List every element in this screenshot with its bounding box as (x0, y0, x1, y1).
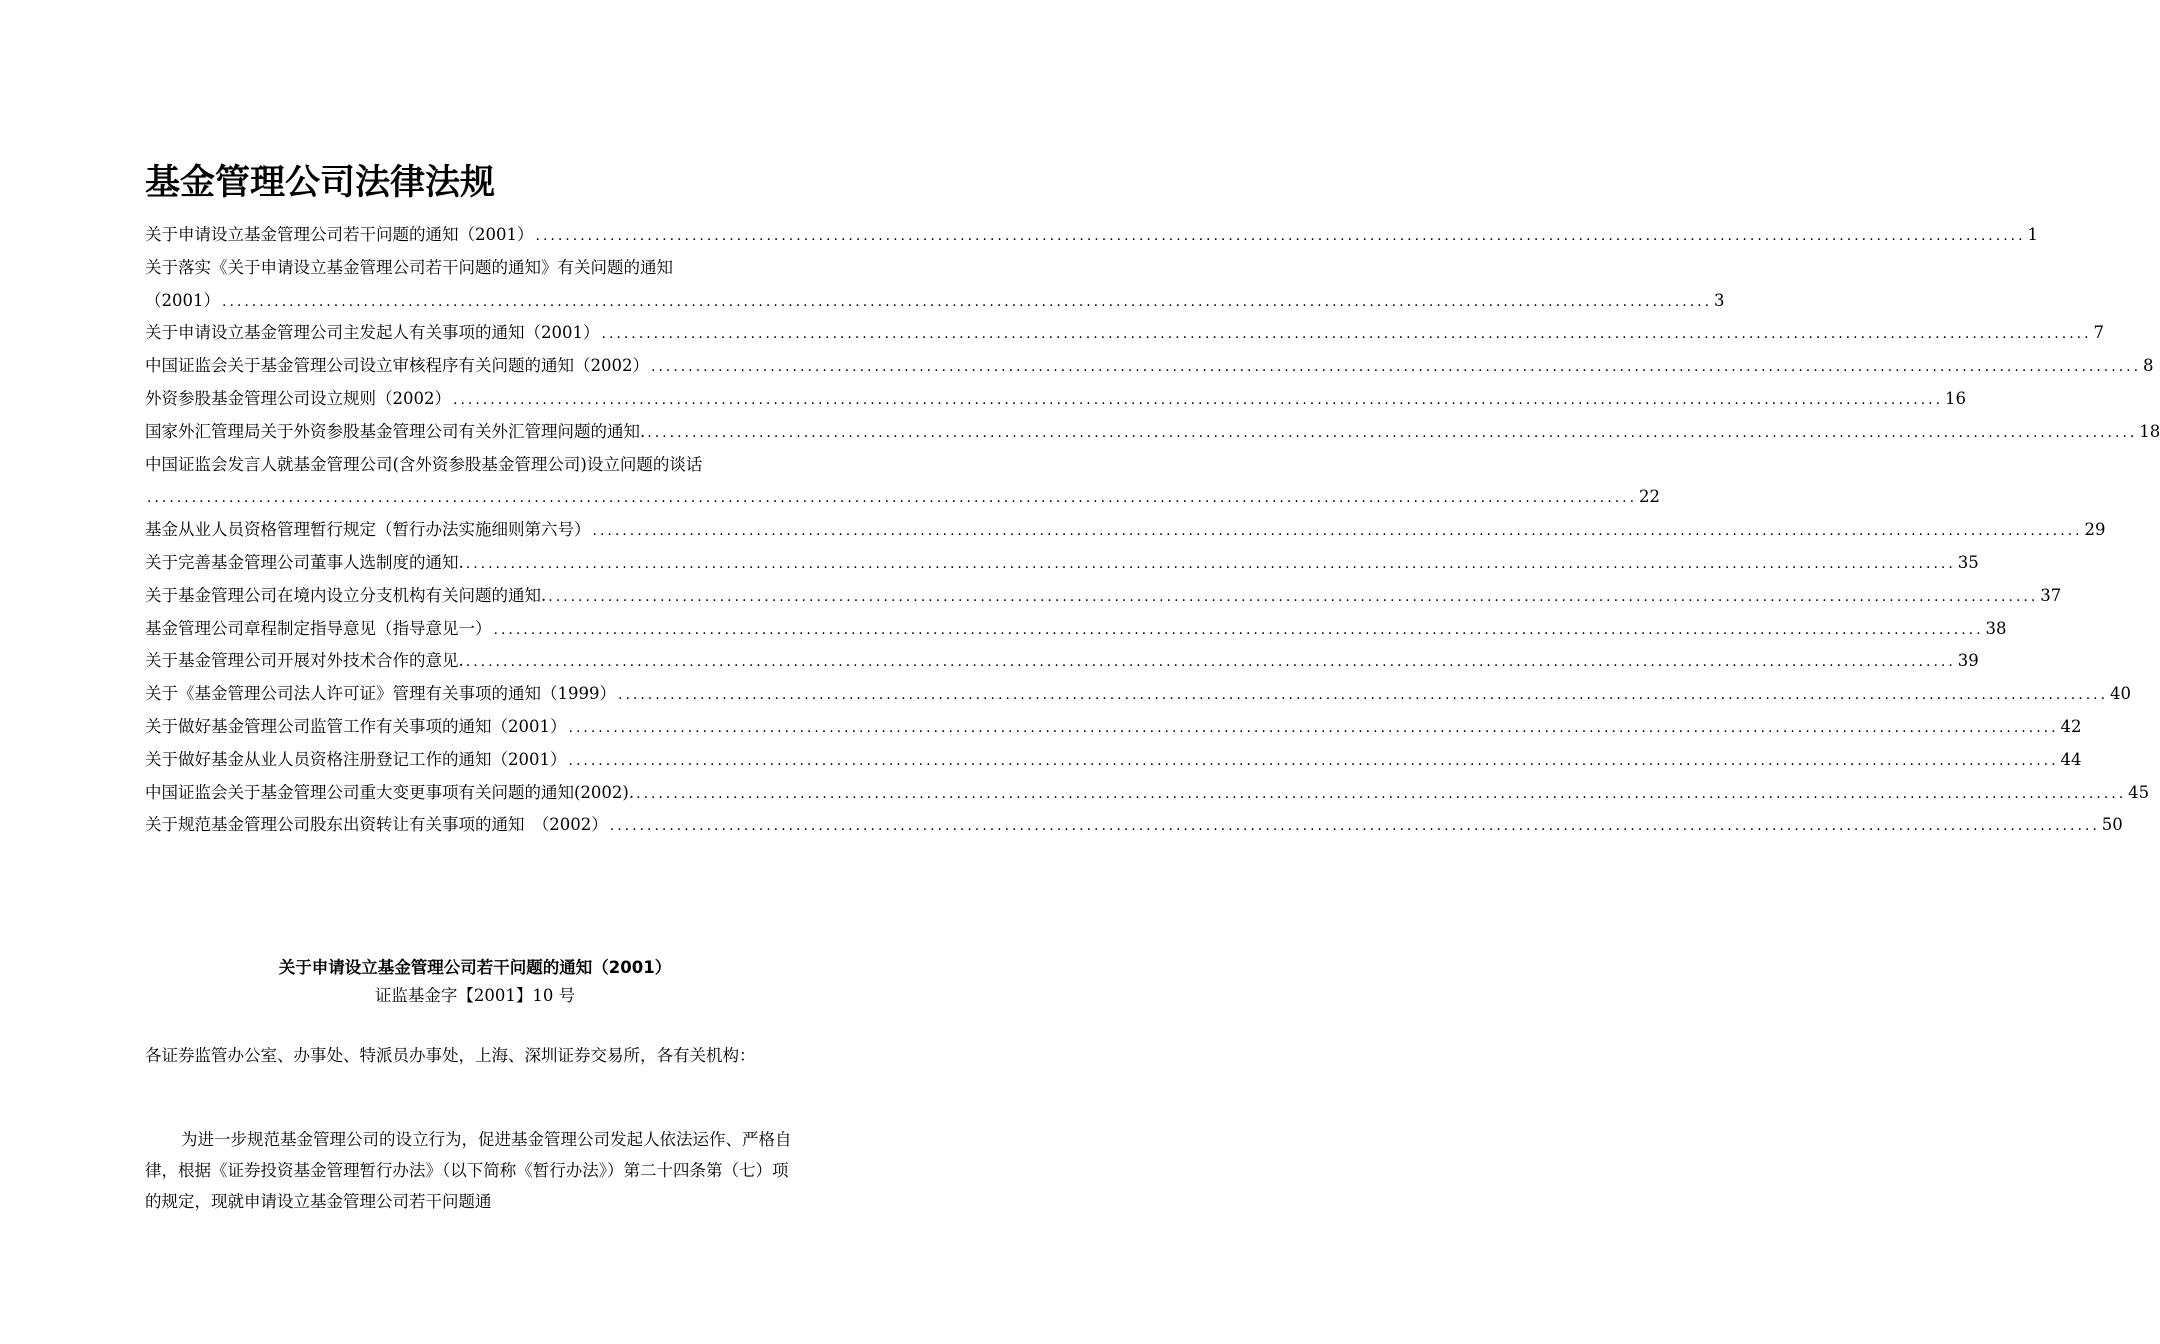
toc-dot-leader: ........................................................................................................................................................................................................ (609, 818, 2100, 835)
toc-page-number: 29 (2084, 520, 2106, 540)
toc-entry[interactable] (145, 285, 1725, 318)
toc-dot-leader: ........................................................................................................................................................................................................ (647, 424, 2138, 441)
toc-page-number: 37 (2040, 585, 2062, 605)
toc-dot-leader: ........................................................................................................................................................................................................ (618, 687, 2109, 704)
toc-entry[interactable] (145, 744, 2082, 777)
toc-entry-title: 国家外汇管理局关于外资参股基金管理公司有关外汇管理问题的通知. (145, 421, 646, 441)
toc-page-number: 1 (2027, 225, 2039, 244)
toc-entry-title: 关于规范基金管理公司股东出资转让有关事项的通知 （2002） (145, 815, 608, 835)
toc-entry[interactable] (145, 514, 2106, 547)
toc-entry[interactable] (145, 777, 2150, 810)
toc-page-number: 16 (1945, 388, 1967, 408)
toc-page-number: 38 (1985, 618, 2007, 638)
toc-entry[interactable] (145, 481, 1661, 514)
toc-entry-title: 中国证监会关于基金管理公司重大变更事项有关问题的通知(2002). (145, 782, 635, 802)
toc-entry[interactable] (145, 416, 2160, 449)
toc-page-number: 50 (2101, 815, 2123, 835)
toc-entry-title: 关于基金管理公司开展对外技术合作的意见. (145, 651, 464, 671)
notice-document-number: 证监基金字【2001】10 号 (374, 986, 576, 1005)
toc-dot-leader: ........................................................................................................................................................................................................ (535, 228, 2026, 244)
toc-dot-leader: ........................................................................................................................................................................................................ (592, 523, 2083, 540)
document-title: 基金管理公司法律法规 (145, 163, 496, 203)
toc-entry[interactable] (145, 613, 2007, 646)
toc-entry[interactable] (145, 711, 2082, 744)
toc-page-number: 44 (2060, 749, 2082, 769)
toc-entry[interactable] (145, 809, 2123, 842)
toc-entry[interactable] (145, 580, 2062, 613)
toc-entry-title: （2001） (145, 290, 220, 310)
toc-entry[interactable] (145, 547, 1979, 580)
toc-page-number: 22 (1639, 487, 1661, 507)
toc-page-number: 42 (2060, 716, 2082, 736)
toc-dot-leader: ........................................................................................................................................................................................................ (568, 752, 2059, 769)
toc-page-number: 18 (2139, 421, 2160, 441)
toc-dot-leader: ........................................................................................................................................................................................................ (465, 654, 1956, 671)
toc-dot-leader: ........................................................................................................................................................................................................ (222, 293, 1713, 310)
toc-entry[interactable] (145, 678, 2132, 711)
toc-dot-leader: ........................................................................................................................................................................................................ (651, 359, 2142, 376)
toc-dot-leader: ........................................................................................................................................................................................................ (601, 326, 2092, 343)
toc-entry-title: 关于申请设立基金管理公司主发起人有关事项的通知（2001） (145, 323, 600, 343)
toc-page-number: 35 (1957, 552, 1979, 572)
toc-entry-title: 关于申请设立基金管理公司若干问题的通知（2001） (145, 225, 534, 244)
toc-entry-heading: 关于落实《关于申请设立基金管理公司若干问题的通知》有关问题的通知 (145, 257, 673, 277)
toc-entry-title: 中国证监会关于基金管理公司设立审核程序有关问题的通知（2002） (145, 356, 649, 376)
toc-dot-leader: ........................................................................................................................................................................................................ (147, 490, 1638, 507)
toc-entry[interactable] (145, 645, 1979, 678)
toc-entry-title: 外资参股基金管理公司设立规则（2002） (145, 388, 451, 408)
toc-page-number: 45 (2128, 782, 2150, 802)
toc-page-number: 39 (1957, 651, 1979, 671)
toc-entry-title: 关于完善基金管理公司董事人选制度的通知. (145, 552, 464, 572)
toc-entry-title: 关于做好基金从业人员资格注册登记工作的通知（2001） (145, 749, 567, 769)
toc-dot-leader: ........................................................................................................................................................................................................ (548, 588, 2039, 605)
toc-entry-title: 基金管理公司章程制定指导意见（指导意见一） (145, 618, 492, 638)
toc-dot-leader: ........................................................................................................................................................................................................ (636, 785, 2127, 802)
toc-entry[interactable] (145, 383, 1967, 416)
table-of-contents (145, 219, 2160, 842)
toc-entry-title: 基金从业人员资格管理暂行规定（暂行办法实施细则第六号） (145, 520, 591, 540)
toc-page-number: 8 (2143, 356, 2154, 376)
toc-dot-leader: ........................................................................................................................................................................................................ (453, 391, 1944, 408)
toc-dot-leader: ........................................................................................................................................................................................................ (568, 719, 2059, 736)
toc-page-number: 3 (1714, 290, 1725, 310)
toc-entry-heading: 中国证监会发言人就基金管理公司(含外资参股基金管理公司)设立问题的谈话 (145, 454, 703, 474)
toc-entry-title: 关于基金管理公司在境内设立分支机构有关问题的通知. (145, 585, 547, 605)
toc-entry[interactable] (145, 317, 2105, 350)
toc-dot-leader: ........................................................................................................................................................................................................ (493, 621, 1984, 638)
toc-entry-title: 关于做好基金管理公司监管工作有关事项的通知（2001） (145, 716, 567, 736)
notice-body-paragraph: 为进一步规范基金管理公司的设立行为，促进基金管理公司发起人依法运作、严格自律，根据《证券投资基金管理暂行办法》（以下简称《暂行办法》）第二十四条第（七）项的规定，现就申请设立基金管理公司若干问题通 (145, 1130, 792, 1211)
toc-entry[interactable] (145, 219, 2039, 252)
notice-title: 关于申请设立基金管理公司若干问题的通知（2001） (278, 958, 672, 977)
toc-entry[interactable] (145, 350, 2154, 383)
toc-dot-leader: ........................................................................................................................................................................................................ (465, 555, 1956, 572)
toc-page-number: 7 (2093, 323, 2105, 343)
notice-addressee: 各证券监管办公室、办事处、特派员办事处，上海、深圳证券交易所，各有关机构： (145, 1046, 756, 1065)
toc-page-number: 40 (2110, 684, 2132, 704)
toc-entry-title: 关于《基金管理公司法人许可证》管理有关事项的通知（1999） (145, 684, 616, 704)
